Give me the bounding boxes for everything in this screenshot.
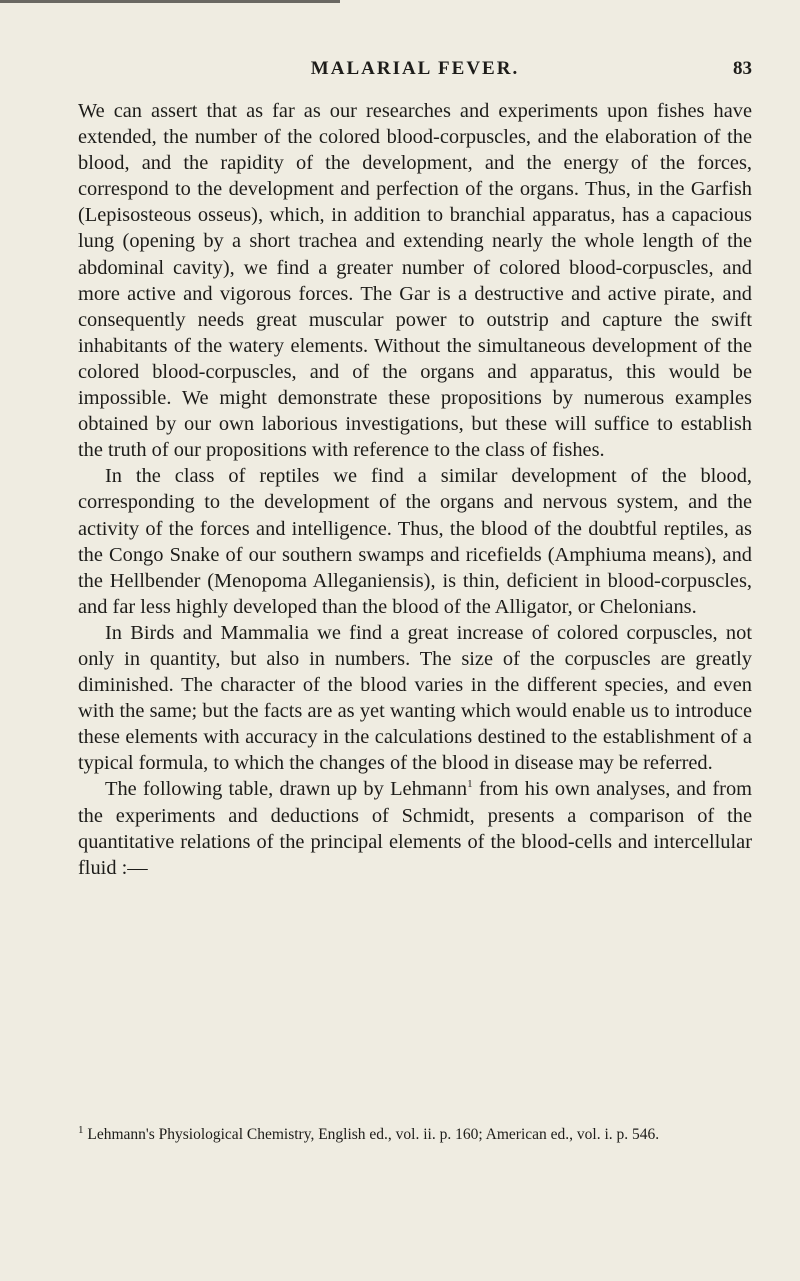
footnote-marker: 1: [78, 1123, 84, 1136]
body-text: [78, 98, 752, 881]
running-head: MALARIAL FEVER.: [310, 58, 520, 79]
page-header: [78, 52, 752, 92]
paragraph: In Birds and Mammalia we find a great increase of colored corpuscles, not only in quantity, but also in numbers. The size of the corpuscles are greatly diminished. The character of the blood varies in the different species, and even with the same; but the facts are as yet wanting which would enable us to introduce these elements with accuracy in the calculations destined to the establishment of a typical formula, to which the changes of the blood in disease may be referred.: [78, 621, 752, 775]
footnote-text: Lehmann's Physiological Chemistry, English ed., vol. ii. p. 160; American ed., vol. i. p. 546.: [83, 1126, 660, 1143]
footnote-reference: 1: [467, 778, 473, 791]
paragraph-text: The following table, drawn up by Lehmann: [105, 778, 468, 801]
paragraph: In the class of reptiles we find a similar development of the blood, corresponding to the development of the organs and nervous system, and the activity of the forces and intelligence. Thus, the blood of the doubtful reptiles, as the Congo Snake of our southern swamps and ricefields (Amphiuma means), and the Hellbender (Menopoma Alleganiensis), is thin, deficient in blood-corpuscles, and far less highly developed than the blood of the Alligator, or Chelonians.: [78, 465, 752, 618]
paragraph-text: from his own analyses, and from the experiments and deductions of Schmidt, presents a comparison of the quantitative relations of the principal elements of the blood-cells and intercellular fluid :—: [78, 778, 752, 879]
paragraph: We can assert that as far as our researches and experiments upon fishes have extended, the number of the colored blood-corpuscles, and the elaboration of the blood, and the rapidity of the development, and the energy of the forces, correspond to the development and perfection of the organs. Thus, in the Garfish (Lepisosteous osseus), which, in addition to branchial apparatus, has a capacious lung (opening by a short trachea and extending nearly the whole length of the abdominal cavity), we find a greater number of colored blood-corpuscles, and more active and vigorous forces. The Gar is a destructive and active pirate, and consequently needs great muscular power to outstrip and capture the swift inhabitants of the watery elements. Without the simultaneous development of the colored blood-corpuscles, and of the organs and apparatus, this would be impossible. We might demonstrate these propositions by numerous examples obtained by our own laborious investigations, but these will suffice to establish the truth of our propositions with reference to the class of fishes.: [78, 100, 752, 462]
paragraph-final: [78, 776, 752, 880]
footnote: [78, 1124, 752, 1145]
page-number: 83: [733, 58, 752, 79]
top-rule: [0, 0, 340, 3]
